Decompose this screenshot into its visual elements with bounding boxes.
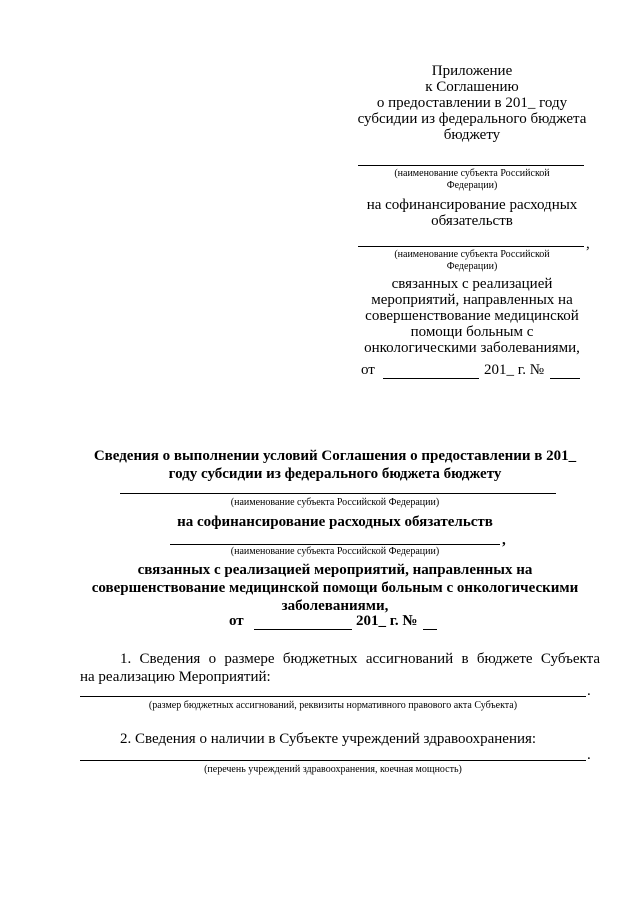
section-2-text: 2. Сведения о наличии в Субъекте учреждений здравоохранения: (120, 731, 537, 747)
appendix-line: субсидии из федерального бюджета (357, 111, 587, 127)
comma: , (586, 236, 590, 252)
appendix-line: Приложение (431, 63, 513, 79)
section-1-blank (80, 696, 586, 697)
appendix-line: бюджету (443, 127, 501, 143)
appendix-purpose: связанных с реализацией мероприятий, направленных на совершенствование медицинской помощи больным с онкологическими заболеваниями, (364, 276, 580, 356)
subject-caption-1: (наименование субъекта Российской Федерации) (394, 168, 550, 191)
subject-name-blank-2 (358, 246, 584, 247)
subject-name-blank-1 (358, 165, 584, 166)
appendix-date-blank (383, 378, 479, 379)
appendix-line: к Соглашению (425, 79, 519, 95)
appendix-line: о предоставлении в 201_ году (376, 95, 568, 111)
subject-caption-2: (наименование субъекта Российской Федерации) (394, 249, 550, 272)
appendix-number-blank (550, 378, 580, 379)
appendix-from-prefix: от (361, 362, 375, 378)
main-purpose: связанных с реализацией мероприятий, направленных на совершенствование медицинской помощи больным с онкологическими заболеваниями, (91, 562, 579, 614)
main-number-blank (423, 629, 437, 630)
section-2-caption: (перечень учреждений здравоохранения, коечная мощность) (204, 764, 462, 775)
main-from-prefix: от (229, 613, 244, 629)
main-from-year: 201_ г. № (356, 613, 418, 629)
comma: , (502, 532, 506, 548)
section-1-caption: (размер бюджетных ассигнований, реквизиты нормативного правового акта Субъекта) (148, 700, 518, 711)
main-subject-caption-2: (наименование субъекта Российской Федерации) (230, 546, 440, 557)
appendix-cofinancing: на софинансирование расходных обязательств (366, 197, 578, 229)
main-date-blank (254, 629, 352, 630)
section-2-blank (80, 760, 586, 761)
appendix-header (352, 63, 592, 143)
period: . (587, 747, 591, 763)
section-1-text: 1. Сведения о размере бюджетных ассигнований в бюджете Субъекта на реализацию Мероприятий: (80, 651, 600, 685)
main-cofinancing: на софинансирование расходных обязательств (177, 514, 493, 530)
main-subject-blank-2 (170, 544, 500, 545)
appendix-from-year: 201_ г. № (484, 362, 545, 378)
main-subject-caption-1: (наименование субъекта Российской Федерации) (230, 497, 440, 508)
document-title: Сведения о выполнении условий Соглашения о предоставлении в 201_ году субсидии из федерального бюджета бюджету (93, 448, 577, 482)
period: . (587, 683, 591, 699)
main-subject-blank-1 (120, 493, 556, 494)
